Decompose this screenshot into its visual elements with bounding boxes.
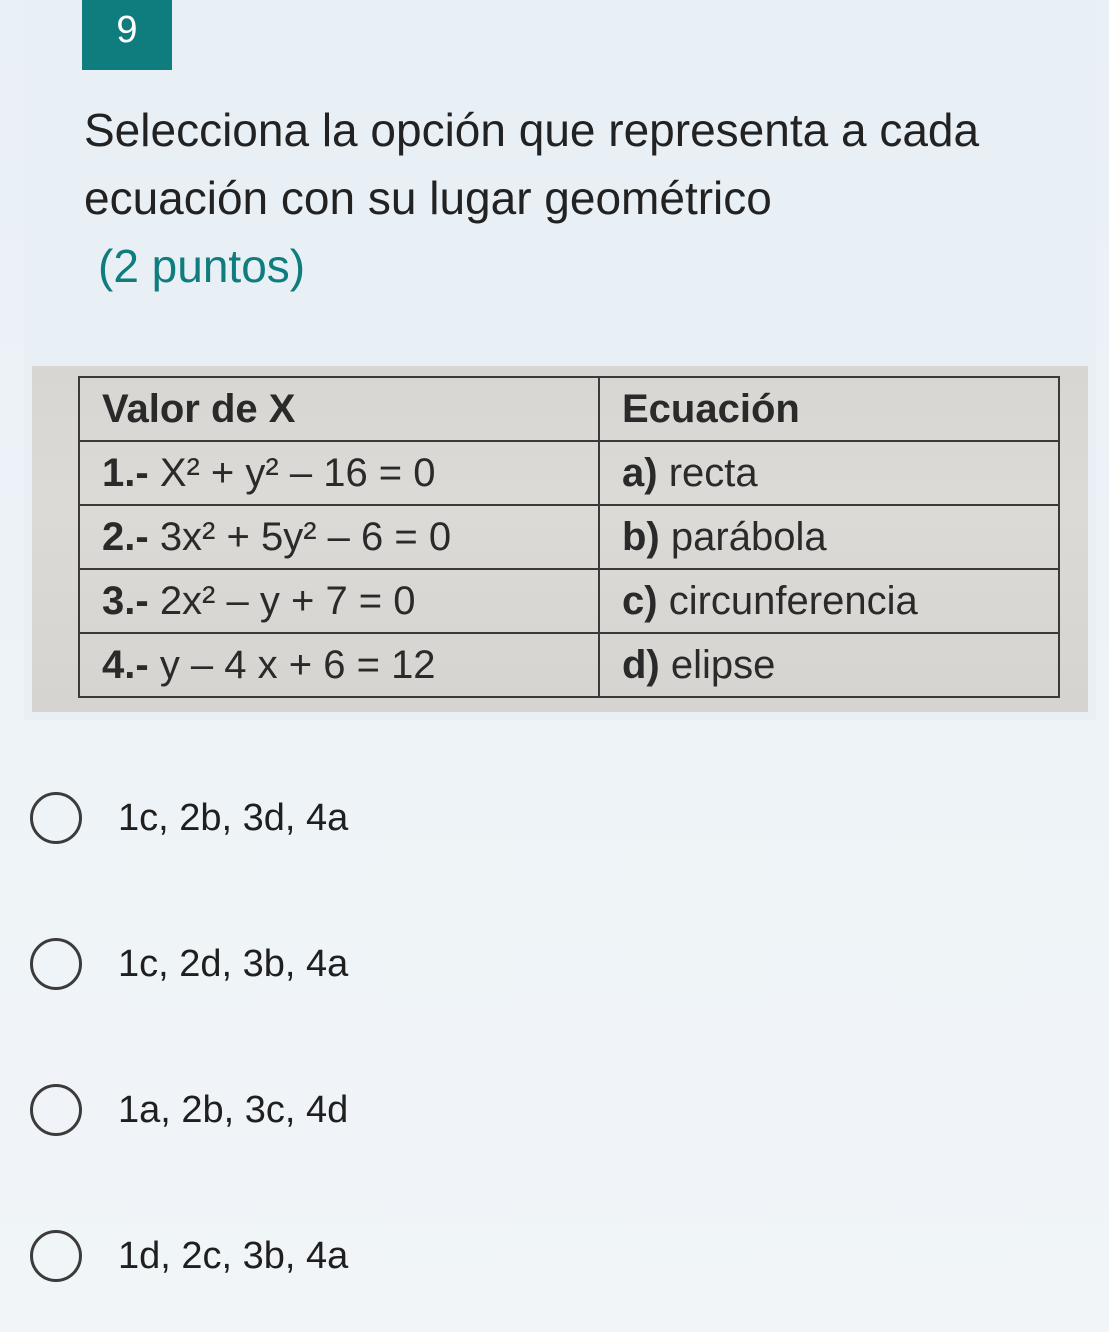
table-row: [79, 441, 1059, 505]
radio-button-icon[interactable]: [30, 1230, 82, 1282]
locus-cell: [599, 505, 1059, 569]
answer-option[interactable]: [30, 1216, 830, 1296]
row-letter: a): [622, 450, 658, 495]
table-header-left: Valor de X: [79, 377, 599, 441]
locus-cell: [599, 441, 1059, 505]
answer-option-label[interactable]: 1c, 2d, 3b, 4a: [118, 942, 349, 985]
locus-cell: [599, 633, 1059, 697]
equation-text: 3x² + 5y² – 6 = 0: [159, 514, 452, 559]
locus-name: circunferencia: [668, 578, 918, 623]
locus-cell: [599, 569, 1059, 633]
table-header-right: Ecuación: [599, 377, 1059, 441]
equation-cell: [79, 633, 599, 697]
equation-text: 2x² – y + 7 = 0: [159, 578, 416, 623]
row-number: 3.-: [102, 578, 149, 623]
question-image: [32, 366, 1088, 712]
equation-text: y – 4 x + 6 = 12: [159, 642, 436, 687]
question-points: (2 puntos): [98, 240, 306, 292]
locus-name: parábola: [670, 514, 827, 559]
question-text: Selecciona la opción que representa a cada ecuación con su lugar geométrico: [84, 104, 980, 224]
question-card: [24, 0, 1096, 720]
answer-option-label[interactable]: 1c, 2b, 3d, 4a: [118, 796, 349, 839]
row-number: 2.-: [102, 514, 149, 559]
answer-option-label[interactable]: 1d, 2c, 3b, 4a: [118, 1234, 349, 1277]
equation-text: X² + y² – 16 = 0: [159, 450, 436, 495]
row-letter: c): [622, 578, 658, 623]
equation-cell: [79, 569, 599, 633]
equation-table: [78, 376, 1060, 698]
row-number: 1.-: [102, 450, 149, 495]
answer-option[interactable]: [30, 778, 830, 858]
radio-button-icon[interactable]: [30, 792, 82, 844]
radio-button-icon[interactable]: [30, 938, 82, 990]
answer-option[interactable]: [30, 1070, 830, 1150]
row-letter: b): [622, 514, 660, 559]
locus-name: elipse: [670, 642, 776, 687]
table-row: [79, 505, 1059, 569]
table-row: [79, 633, 1059, 697]
locus-name: recta: [668, 450, 758, 495]
answer-option-label[interactable]: 1a, 2b, 3c, 4d: [118, 1088, 349, 1131]
table-row: [79, 569, 1059, 633]
answer-option[interactable]: [30, 924, 830, 1004]
row-number: 4.-: [102, 642, 149, 687]
question-number-badge: 9: [82, 0, 172, 70]
equation-cell: [79, 441, 599, 505]
row-letter: d): [622, 642, 660, 687]
table-header-row: [79, 377, 1059, 441]
equation-cell: [79, 505, 599, 569]
radio-button-icon[interactable]: [30, 1084, 82, 1136]
